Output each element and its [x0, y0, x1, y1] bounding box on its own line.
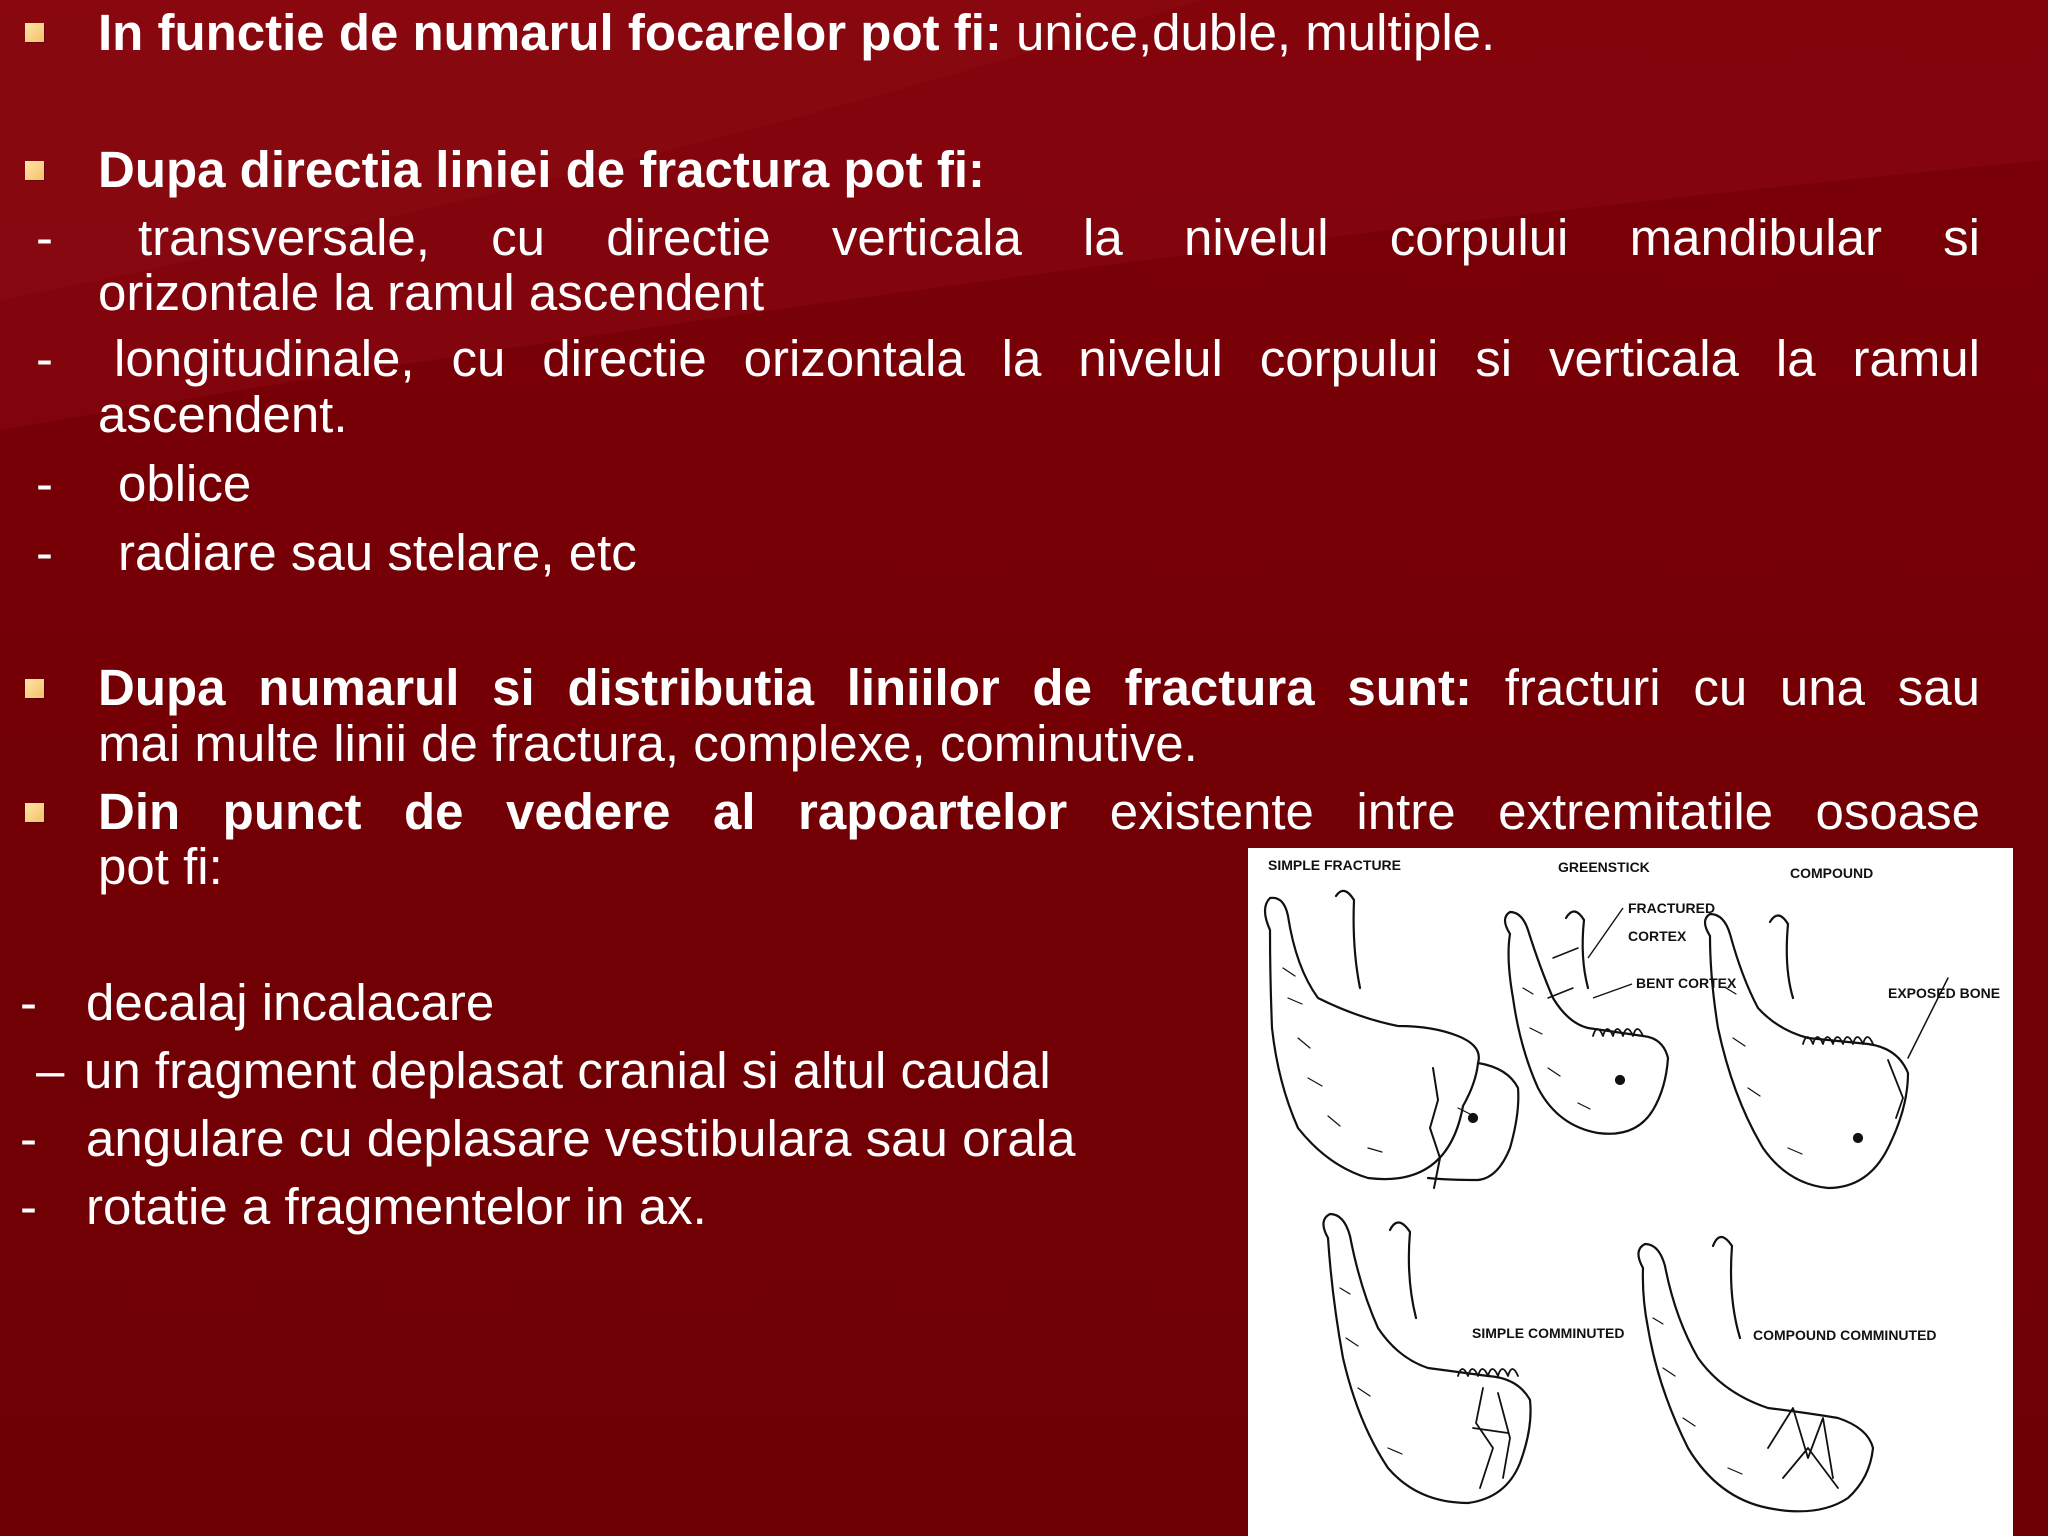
deplasare-item: decalaj incalacare [86, 974, 495, 1031]
distributie-bold: Dupa numarul si distributia liniilor de fractura sunt: [98, 659, 1472, 716]
label-simple-fracture: SIMPLE FRACTURE [1268, 857, 1401, 873]
label-bent-cortex: BENT CORTEX [1636, 975, 1737, 991]
mandible-compound-drawing [1705, 914, 1948, 1188]
dash-marker: - [20, 974, 37, 1031]
fracture-types-figure [1248, 848, 2013, 1536]
bullet-icon [25, 23, 44, 42]
label-compound: COMPOUND [1790, 865, 1874, 881]
directie-heading: Dupa directia liniei de fractura pot fi: [98, 141, 985, 198]
directie-item-transversale-line1: transversale, cu directie verticala la nivelul corpului mandibular si [138, 209, 1980, 266]
label-exposed-bone: EXPOSED BONE [1888, 985, 2001, 1001]
dash-marker: – [36, 1042, 65, 1099]
directie-item-longitudinale-line2: ascendent. [98, 386, 348, 443]
dash-marker: - [20, 1110, 37, 1167]
distributie-normal: fracturi cu una sau [1471, 659, 1980, 716]
directie-item-longitudinale-line1: longitudinale, cu directie orizontala la nivelul corpului si verticala la ramul [114, 330, 1980, 387]
dash-marker: - [36, 524, 53, 581]
deplasare-item: angulare cu deplasare vestibulara sau orala [86, 1110, 1076, 1167]
rapoarte-line2: pot fi: [98, 838, 223, 895]
mandible-greenstick-drawing [1505, 911, 1668, 1133]
directie-item-oblice: oblice [118, 455, 252, 512]
rapoarte-line1 [98, 784, 1980, 840]
focare-normal: unice,duble, multiple. [1001, 4, 1496, 61]
directie-item-radiare: radiare sau stelare, etc [118, 524, 637, 581]
rapoarte-bold: Din punct de vedere al rapoartelor [98, 783, 1068, 840]
dash-marker: - [36, 330, 53, 387]
mandible-simple-fracture-drawing [1265, 891, 1518, 1188]
label-greenstick: GREENSTICK [1558, 859, 1650, 875]
dash-marker: - [20, 1178, 37, 1235]
bullet-icon [25, 679, 44, 698]
deplasare-item: rotatie a fragmentelor in ax. [86, 1178, 707, 1235]
mandible-illustration [1248, 848, 2013, 1536]
rapoarte-normal: existente intre extremitatile osoase [1067, 783, 1980, 840]
dash-marker: - [36, 209, 53, 266]
label-simple-comminuted: SIMPLE COMMINUTED [1472, 1325, 1625, 1341]
label-fractured: FRACTURED [1628, 900, 1716, 916]
bullet-icon [25, 803, 44, 822]
distributie-line2: mai multe linii de fractura, complexe, cominutive. [98, 715, 1198, 772]
label-cortex: CORTEX [1628, 928, 1687, 944]
focare-line [98, 5, 1495, 61]
label-compound-comminuted: COMPOUND COMMINUTED [1753, 1327, 1937, 1343]
mandible-compound-comminuted-drawing [1638, 1237, 1873, 1511]
mandible-simple-comminuted-drawing [1323, 1214, 1530, 1503]
bullet-icon [25, 161, 44, 180]
focare-bold: In functie de numarul focarelor pot fi: [98, 4, 1002, 61]
distributie-line1 [98, 660, 1980, 716]
deplasare-item: un fragment deplasat cranial si altul caudal [84, 1042, 1051, 1099]
dash-marker: - [36, 455, 53, 512]
directie-item-transversale-line2: orizontale la ramul ascendent [98, 264, 765, 321]
